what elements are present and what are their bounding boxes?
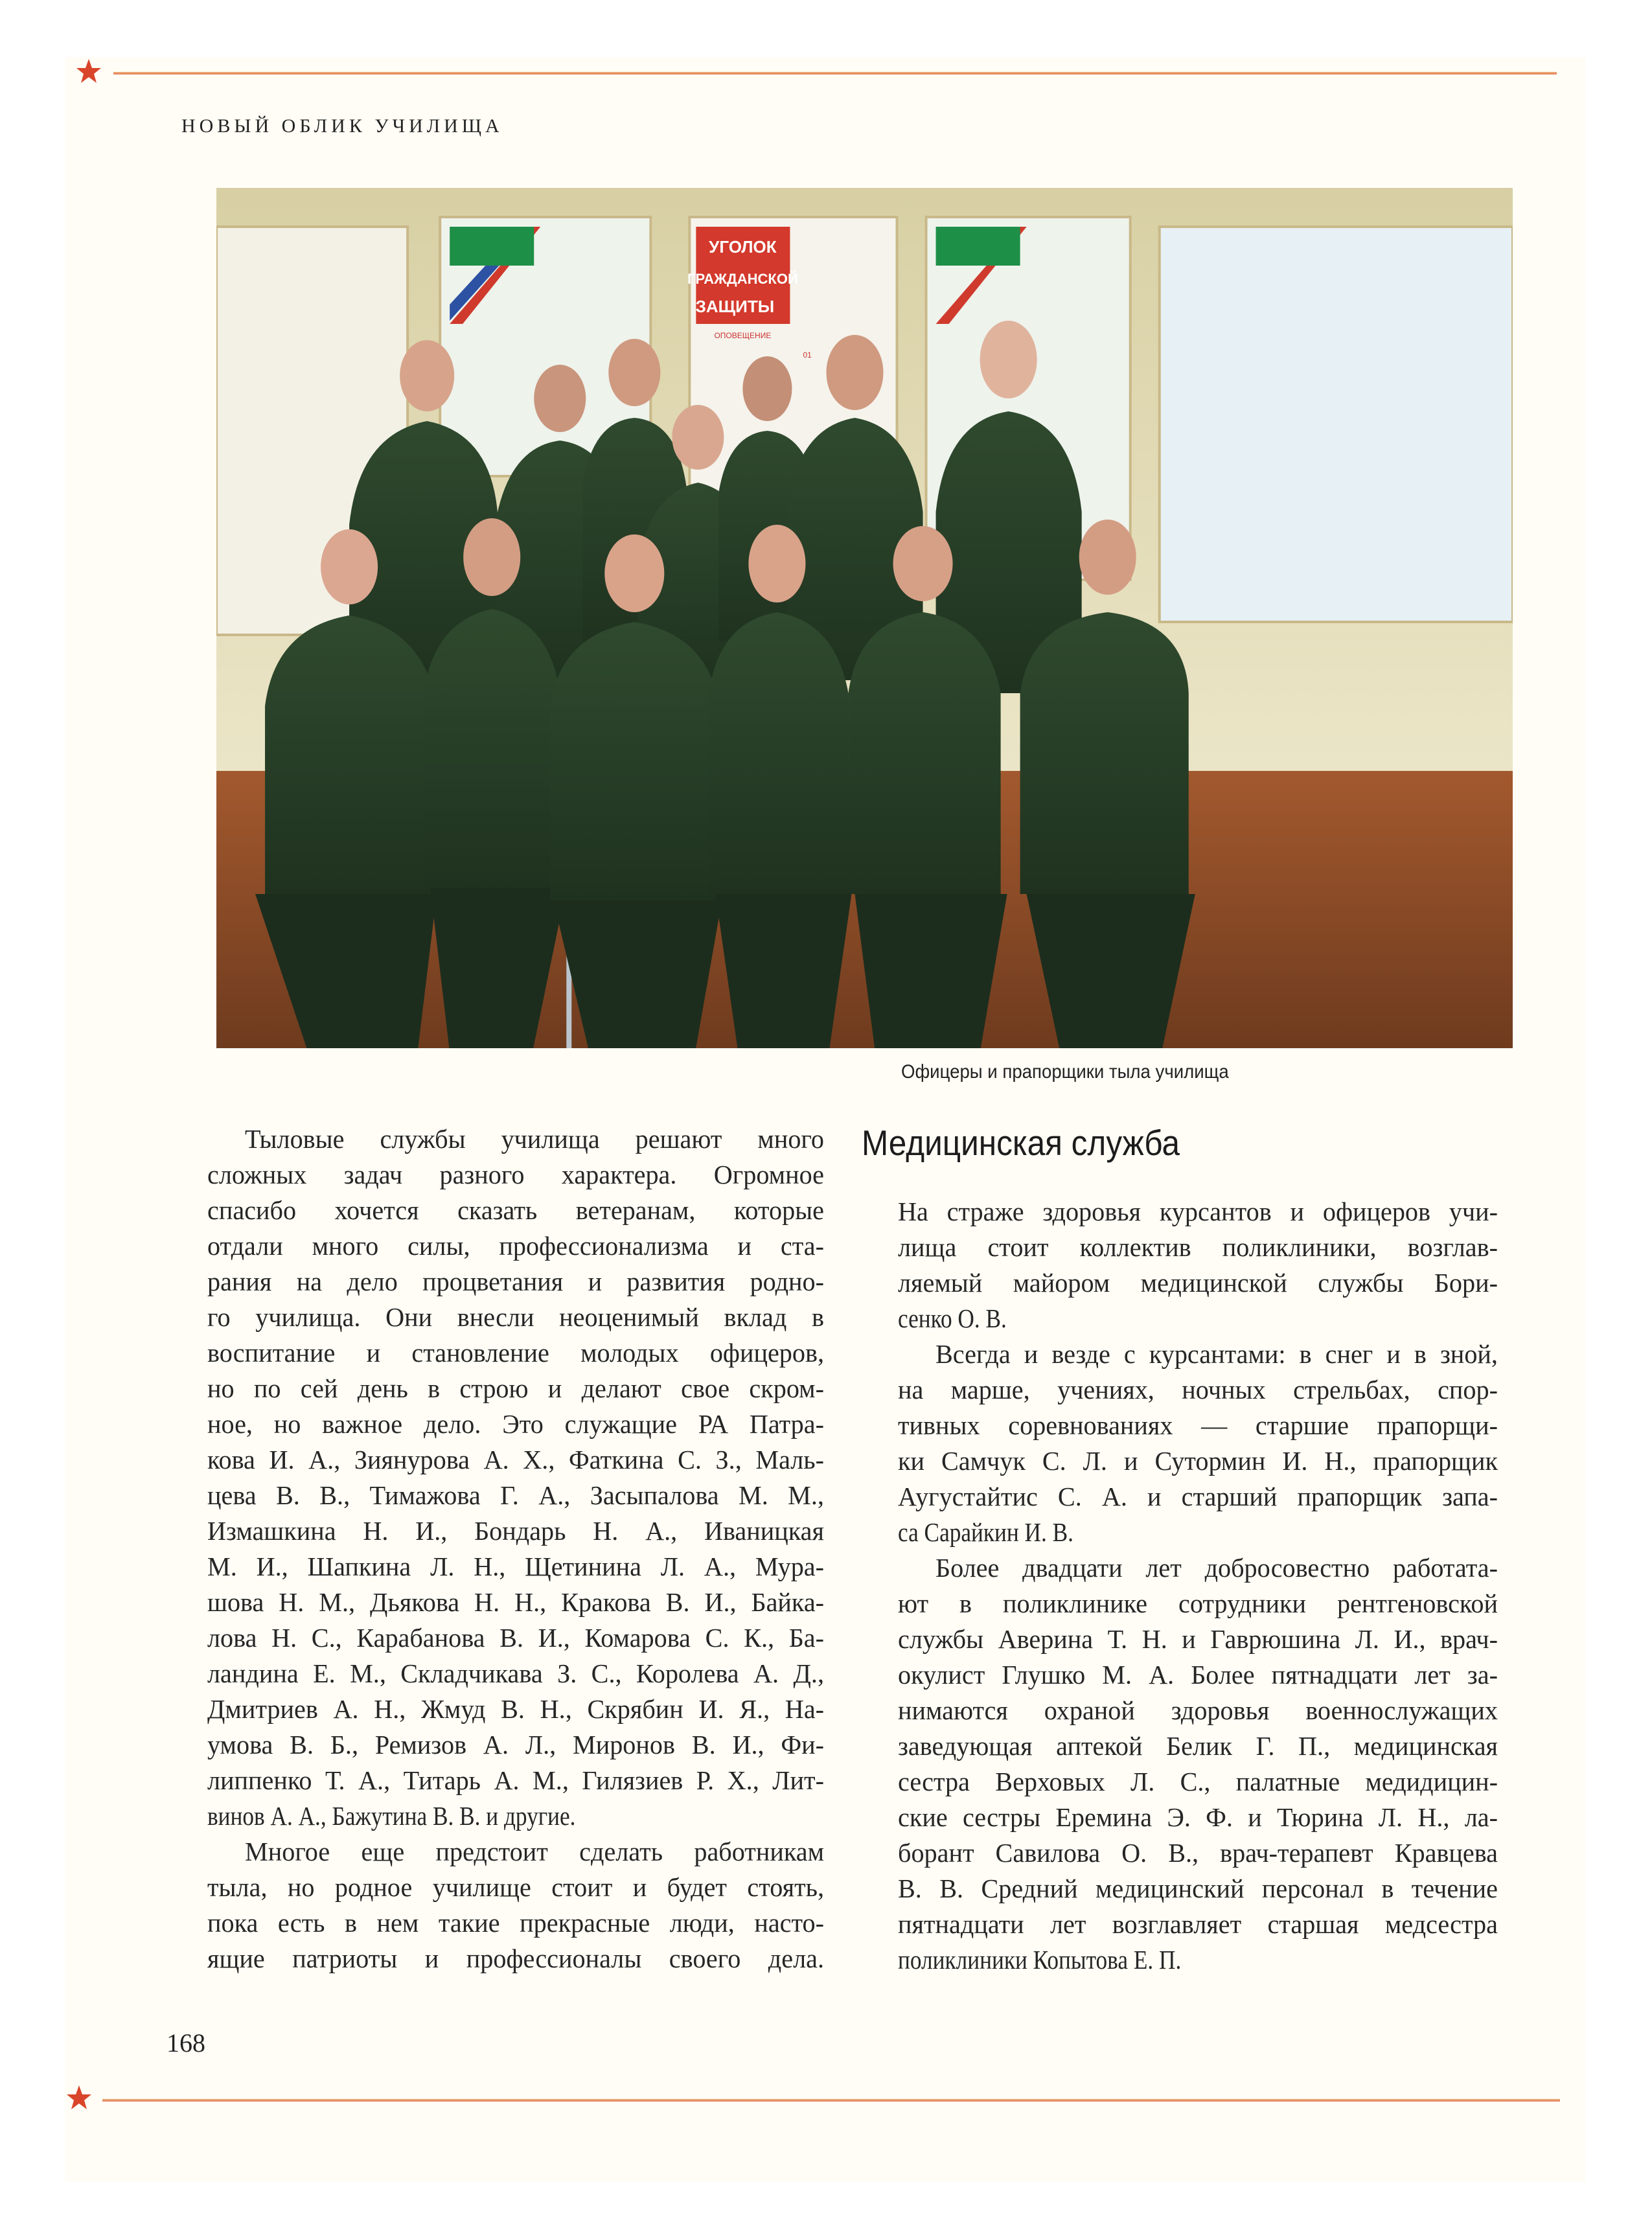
- text-line: [207, 1513, 824, 1549]
- text-line-content: кова И. А., Зиянурова А. Х., Фаткина С. З., Маль-: [207, 1445, 825, 1474]
- text-line: [898, 1230, 1498, 1265]
- text-line: [898, 1657, 1498, 1693]
- text-line-content: Тыловые службы училища решают много: [245, 1124, 825, 1154]
- poster-text: ОПОВЕЩЕНИЕ: [714, 331, 772, 340]
- text-line-content: тыла, но родное училище стоит и будет стоять,: [207, 1872, 825, 1902]
- text-line-content: ки Самчук С. Л. и Сутормин И. Н., прапорщик: [898, 1446, 1498, 1476]
- poster-text: ГРАЖДАНСКОЙ: [687, 271, 798, 287]
- text-line-content: го училища. Они внесли неоценимый вклад в: [207, 1302, 824, 1332]
- text-line-content: заведующая аптекой Белик Г. П., медицинская: [898, 1731, 1498, 1761]
- text-line: [207, 1941, 824, 1977]
- text-line: [898, 1764, 1498, 1800]
- text-line-content: на марше, учениях, ночных стрельбах, спор-: [898, 1375, 1498, 1404]
- poster-text: ЗАЩИТЫ: [695, 297, 775, 316]
- text-line-content: сестра Верховых Л. С., палатные медидицин-: [898, 1767, 1498, 1796]
- text-line: [898, 1622, 1498, 1657]
- page-number: 168: [166, 2028, 205, 2057]
- text-line: [207, 1798, 824, 1834]
- section-heading: Медицинская служба: [862, 1123, 1180, 1163]
- text-line-content: но по сей день в строю и делают свое скром-: [207, 1373, 824, 1403]
- text-line: [207, 1656, 824, 1691]
- text-line: [898, 1728, 1498, 1764]
- text-line: [207, 1834, 824, 1870]
- star-icon: [76, 58, 102, 84]
- group-photo: [216, 188, 1513, 1048]
- text-line-content: ное, но важное дело. Это служащие РА Патра-: [207, 1409, 824, 1439]
- text-line: [898, 1550, 1498, 1586]
- poster-text: УГОЛОК: [709, 237, 777, 257]
- text-line: [898, 1871, 1498, 1907]
- text-line: [207, 1905, 824, 1941]
- text-line-content: ские сестры Еремина Э. Ф. и Тюрина Л. Н., ла-: [898, 1802, 1498, 1832]
- text-line-content: шова Н. М., Дьякова Н. Н., Кракова В. И., Байка-: [207, 1587, 825, 1617]
- text-line-content: спасибо хочется сказать ветеранам, которые: [207, 1195, 824, 1225]
- text-line: [898, 1586, 1498, 1622]
- text-line: [207, 1478, 824, 1513]
- text-line: [207, 1157, 824, 1193]
- text-line-content: сложных задач разного характера. Огромное: [207, 1160, 824, 1189]
- text-line-content: Многое еще предстоит сделать работникам: [245, 1837, 825, 1866]
- text-line: [898, 1372, 1498, 1408]
- poster-text: 01: [803, 350, 812, 360]
- text-line: [207, 1371, 824, 1406]
- text-line-content: сенко О. В.: [898, 1303, 1007, 1333]
- text-line: [898, 1479, 1498, 1515]
- text-line: [207, 1620, 824, 1656]
- text-line-content: В. В. Средний медицинский персонал в течение: [898, 1874, 1498, 1903]
- text-line-content: ящие патриоты и профессионалы своего дела.: [207, 1943, 825, 1973]
- text-line-content: лова Н. С., Карабанова В. И., Комарова С. К., Ба-: [207, 1623, 825, 1653]
- text-line-content: М. И., Шапкина Л. Н., Щетинина Л. А., Мура-: [207, 1552, 825, 1581]
- top-rule: [113, 72, 1557, 74]
- text-line-content: Аугустайтис С. А. и старший прапорщик запа-: [898, 1482, 1498, 1511]
- text-line: [898, 1942, 1498, 1978]
- photo-caption: Офицеры и прапорщики тыла училища: [901, 1061, 1229, 1083]
- star-icon: [66, 2085, 92, 2111]
- text-line-content: цева В. В., Тимажова Г. А., Засыпалова М. М.,: [207, 1480, 824, 1510]
- group-photo-illustration: [216, 188, 1513, 1048]
- text-line: [207, 1335, 824, 1371]
- text-line: [207, 1121, 824, 1157]
- text-line-content: нимаются охраной здоровья военнослужащих: [898, 1695, 1498, 1725]
- text-line-content: отдали много силы, профессионализма и ста-: [207, 1231, 825, 1261]
- text-line-content: На страже здоровья курсантов и офицеров учи-: [898, 1197, 1498, 1226]
- text-line: [898, 1443, 1498, 1479]
- text-line: [207, 1549, 824, 1585]
- text-line: [898, 1336, 1498, 1372]
- text-line-content: ляемый майором медицинской службы Бори-: [898, 1268, 1498, 1298]
- text-line-content: воспитание и становление молодых офицеров,: [207, 1338, 825, 1368]
- text-line: [898, 1408, 1498, 1443]
- text-line-content: окулист Глушко М. А. Более пятнадцати лет за-: [898, 1660, 1498, 1690]
- text-line: [207, 1870, 824, 1905]
- running-head: НОВЫЙ ОБЛИК УЧИЛИЩА: [181, 115, 503, 137]
- text-line-content: Дмитриев А. Н., Жмуд В. Н., Скрябин И. Я., На-: [207, 1694, 825, 1724]
- text-line-content: пока есть в нем такие прекрасные люди, насто-: [207, 1908, 824, 1938]
- text-line: [207, 1585, 824, 1620]
- text-line-content: поликлиники Копытова Е. П.: [898, 1945, 1182, 1975]
- text-line: [898, 1693, 1498, 1728]
- text-line: [898, 1194, 1498, 1230]
- text-line-content: лища стоит коллектив поликлиники, возглав-: [898, 1232, 1498, 1262]
- text-line: [898, 1265, 1498, 1301]
- text-line-content: ют в поликлинике сотрудники рентгеновской: [898, 1588, 1498, 1618]
- text-line-content: Измашкина Н. И., Бондарь Н. А., Иваницкая: [207, 1516, 824, 1546]
- text-line-content: службы Аверина Т. Н. и Гаврюшина Л. И., врач-: [898, 1624, 1498, 1654]
- text-line: [207, 1442, 824, 1478]
- text-line-content: са Сарайкин И. В.: [898, 1517, 1073, 1547]
- text-line-content: пятнадцати лет возглавляет старшая медсестра: [898, 1909, 1498, 1939]
- left-column-text: [207, 1121, 824, 1977]
- bottom-rule: [102, 2099, 1560, 2102]
- text-line: [207, 1763, 824, 1798]
- text-line: [898, 1907, 1498, 1942]
- text-line: [207, 1228, 824, 1264]
- text-line: [898, 1301, 1498, 1336]
- text-line-content: ландина Е. М., Складчикава З. С., Королева А. Д.,: [207, 1658, 825, 1688]
- text-line: [898, 1800, 1498, 1835]
- text-line: [207, 1691, 824, 1727]
- text-line: [207, 1300, 824, 1335]
- text-line-content: Более двадцати лет добросовестно работата-: [935, 1553, 1498, 1583]
- text-line-content: борант Савилова О. В., врач-терапевт Кравцева: [898, 1838, 1498, 1868]
- text-line-content: рания на дело процветания и развития родно-: [207, 1266, 825, 1296]
- right-column-text: [898, 1194, 1498, 1978]
- text-line-content: липпенко Т. А., Титарь А. М., Гилязиев Р. Х., Лит-: [207, 1765, 824, 1795]
- text-line-content: умова В. Б., Ремизов А. Л., Миронов В. И., Фи-: [207, 1730, 825, 1759]
- text-line: [207, 1264, 824, 1300]
- text-line: [207, 1406, 824, 1442]
- text-line: [898, 1515, 1498, 1550]
- text-line: [898, 1835, 1498, 1871]
- text-line-content: Всегда и везде с курсантами: в снег и в зной,: [935, 1339, 1498, 1369]
- text-line-content: винов А. А., Бажутина В. В. и другие.: [207, 1801, 576, 1831]
- text-line-content: тивных соревнованиях — старшие прапорщи-: [898, 1410, 1498, 1440]
- text-line: [207, 1193, 824, 1228]
- text-line: [207, 1727, 824, 1763]
